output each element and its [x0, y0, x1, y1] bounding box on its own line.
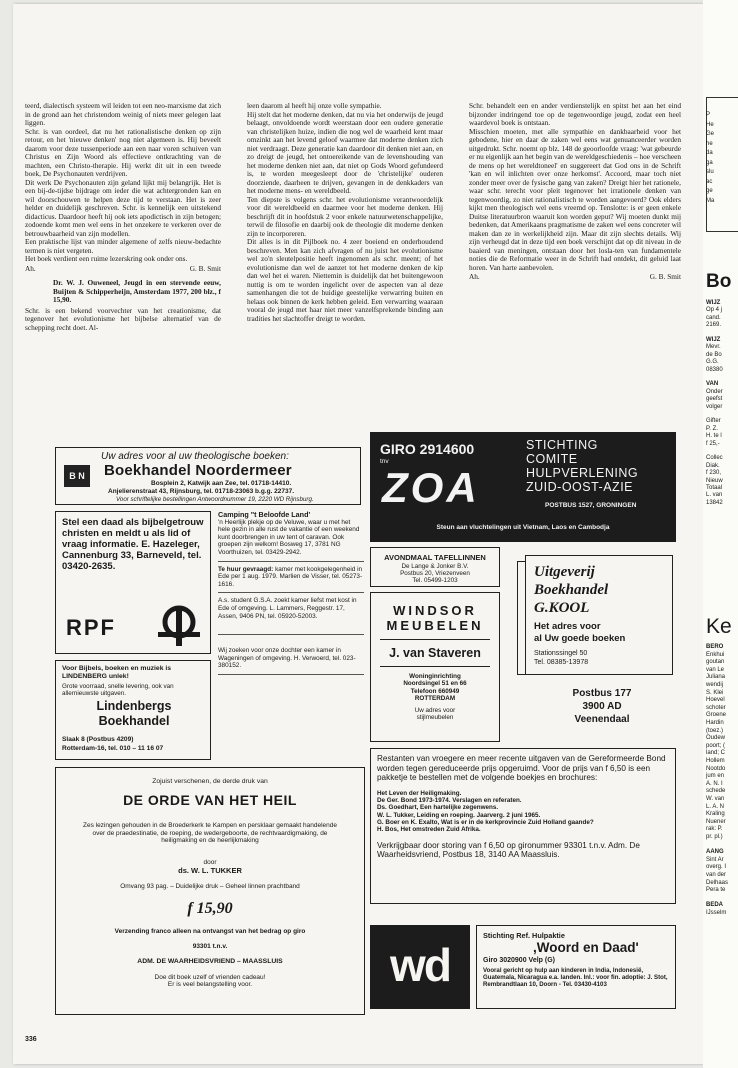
windsor-name: J. van Staveren [389, 646, 481, 660]
adjacent-text-line: Gifter [706, 418, 721, 425]
restanten-item: H. Bos, Het omstreden Zuid Afrika. [377, 826, 481, 834]
orde-gift: Er is veel belangstelling voor. [167, 980, 253, 988]
tafellinnen-line: Postbus 20, Vriezenveen [400, 570, 470, 578]
adjacent-text-line: WIJZ [706, 337, 721, 343]
lindenberg-name: Lindenbergs [96, 699, 172, 713]
woord-description: Vooral gericht op hulp aan kinderen in India, Indonesië, Guatemala, Nicaragua e.a. landen. Inl.: voor fin. adoptie: J. Stot, Rembrandtlaan 10, Doorn - Tel. 03430-4103 [483, 967, 668, 988]
adjacent-text-line: Sint Ar [706, 856, 724, 863]
adjacent-text-line: P [706, 112, 711, 118]
restanten-intro: Restanten van vroegere en meer recente uitgaven van de Gereformeerde Bond worden tegen gereduceerde prijs opgeruimd. Voor de prijs van f 6,50 is een pakketje te bestellen met de volgende boekjes en brochures: [377, 754, 666, 783]
tafellinnen-line: Tel. 05499-1203 [412, 577, 458, 585]
kool-title: Uitgeverij [534, 564, 595, 580]
adjacent-text-line: W. van [706, 796, 725, 802]
kool-postbus-line: 3900 AD [582, 701, 622, 712]
adjacent-text-line: goutan [706, 659, 725, 666]
adjacent-text-line: ac [706, 178, 713, 185]
ad-line: Bosplein 2, Katwijk aan Zee, tel. 01718-14410. [151, 480, 292, 487]
adjacent-text-line: geefst [706, 396, 723, 403]
book-review-heading: Dr. W. J. Ouweneel, Jeugd in een stervende eeuw, Buijten & Schipperheijn, Amsterdam 1977, 200 blz., f 15,90. [53, 278, 221, 304]
restanten-item: G. Boer en K. Exalto, Wat is er in de kerkprovincie Zuid Holland gaande? [377, 818, 594, 826]
orde-price: f 15,90 [187, 899, 233, 917]
kool-postbus-line: Veenendaal [574, 714, 630, 725]
adjacent-text-line: 08380 [706, 366, 723, 373]
paragraph: Dit werk De Psychonauten zijn geland lijkt mij belangrijk. Het is een bij-de-tijdse bijdrage om ieder die wat achtergronden kan en wil doorschouwen te helpen deze tijd te verstaan. Het is zeer helder en duidelijk geschreven. Schr. is kennelijk een uitstekend didacticus. Daardoor heeft hij ook iets apodictisch in zijn betogen; zodoende komt men wel eens in het onzekere te verkeren over de betrouwbaarheid van zijn modellen. [25, 177, 221, 238]
classified-student [218, 593, 364, 635]
adjacent-text-line: VAN [706, 381, 719, 388]
ad-windsor-meubelen [370, 592, 500, 742]
adjacent-text-line: Groene [706, 712, 727, 719]
adjacent-text-line: S. Klei [706, 689, 724, 696]
kool-tagline: Het adres voor [534, 621, 601, 632]
adjacent-text-line: Hollem [706, 758, 725, 764]
divider [380, 639, 490, 640]
adjacent-text-line: Hoevel [706, 697, 725, 704]
classified-title: Camping "t Beloofde Land' [218, 510, 311, 519]
ad-name: Boekhandel Noordermeer [104, 462, 292, 479]
adjacent-text-line: L. A. N [706, 803, 725, 810]
zoa-giro: GIRO 2914600 [380, 441, 475, 457]
adjacent-text-line: (toez.) [706, 727, 724, 734]
orde-door: door [203, 858, 217, 866]
classified-text: 'n Heerlijk plekje op de Veluwe, waar u met het hele gezin in alle rust de vakantie of een weekend kunt doorbrengen in uw tent of caravan. Ook groepen zijn welkom! Bosweg 17, 3781 NG Voorthuizen, tel. 03429-2942. [218, 518, 360, 556]
rpf-emblem-icon [156, 604, 202, 648]
restanten-list [377, 790, 669, 834]
zoa-line: HULPVERLENING [526, 466, 639, 480]
paragraph: Ten diepste is volgens schr. het evolutionisme verantwoordelijk voor dit wereldbeeld en daarmee voor het moderne denken. Hij beschrijft dit in hoofdstuk 2 voor enkele natuurwetenschappelijke, terwil de filosofie en daarbij ook de theologie dit moderne denken zijn te incorporeren. [247, 194, 443, 238]
adjacent-text-line: 2169. [706, 322, 722, 329]
page-number: 336 [25, 1036, 37, 1043]
classified-kamer [218, 635, 364, 675]
zoa-logo: ZOA [382, 464, 480, 511]
adjacent-text-line: de Bo [706, 351, 722, 358]
signature [25, 265, 221, 274]
woord-giro: Giro 3020900 Velp (G) [483, 957, 555, 964]
adjacent-text-line: Totaal [706, 485, 723, 491]
adjacent-heading: Ke [706, 615, 732, 638]
adjacent-text-line: volger [706, 403, 723, 410]
adjacent-text-line: L. van [706, 492, 723, 499]
adjacent-text-line: land; C [706, 750, 726, 757]
zoa-line: COMITE [526, 452, 578, 466]
review-column-2 [247, 102, 443, 323]
adjacent-text-line: Nuener [706, 818, 726, 825]
ad-line: Anjelierenstraat 43, Rijnsburg, tel. 01718-23063 b.g.g. 22737. [108, 488, 295, 495]
zoa-footer: Steun aan vluchtelingen uit Vietnam, Laos en Cambodja [436, 524, 610, 531]
adjacent-text-line: Nieuw [706, 477, 723, 484]
kool-postbus-line: Postbus 177 [572, 688, 632, 699]
adjacent-text-line: H. te l [706, 433, 722, 440]
zoa-postbus: POSTBUS 1527, GRONINGEN [545, 502, 637, 509]
kool-address: Stationssingel 50 [534, 650, 588, 657]
adjacent-text-line: van der [706, 872, 727, 878]
adjacent-text-line: rak: P. [706, 826, 723, 833]
kool-book-shape [525, 555, 673, 675]
ad-lindenberg [55, 660, 211, 760]
adjacent-text-line: van Le [706, 666, 725, 673]
paragraph: Misschien moeten, met alle sympathie en dankbaarheid voor het gebodene, hier en daar de zaken wel eens wat genuanceerder worden uitgedrukt. Schr. noemt op blz. 148 de geoorloofde vraag: 'wat gebeurde er nu eigenlijk aan het begin van de wereldgeschiedenis – hoe verscheen de mens op het wereldtoneel' en suggereert dat God ons in de Schrift 'kan en wil inlichten over onze herkomst'. Accoord, maar toch niet zonder meer over de fysische gang van zaken? Dreigt hier het rationele, waar schr. terecht voor pleit tegenover het irrationele denken van tegenwoordig, zo niet rationalistisch te worden aangevoerd? Ook elders kijkt men theologisch wel eens vreemd op. Tenslotte: is er geen enkele Duitse literatuurbron waaruit kon worden geput? Wij moeten dunkt mij bedenken, dat Amerikaans pragmatisme de zaken wel eens concreter wil maken dan ze in werkelijkheid zijn. Maar dit zijn slechts details. Wij zijn verheugd dat in deze tijd een boek verschijnt dat op dit niveau in de baaierd van meningen, ontstaan door het losla-ten van fundamentele noties die de Reformatie weer in de Schrift had ontdekt, dit geluid laat horen. Van harte aanbevolen. [469, 126, 681, 272]
windsor-line: stijlmeubelen [416, 714, 454, 722]
adjacent-text-line: Juliana [706, 674, 726, 681]
adjacent-text-line: ga [706, 159, 713, 166]
ad-rpf [55, 511, 211, 654]
adjacent-page-strip [703, 0, 738, 1068]
zoa-line: STICHTING [526, 438, 598, 452]
restanten-item: Het Leven der Heiligmaking. [377, 789, 462, 797]
ad-line: Voor schriftelijke bestellingen Antwoordnummer 19, 2220 WD Rijnsburg. [116, 496, 314, 503]
adjacent-text-line: 13842 [706, 499, 723, 506]
adjacent-text-line: slu [706, 169, 714, 175]
ad-tagline: Uw adres voor al uw theologische boeken: [101, 451, 289, 462]
classified-text: A.s. student G.S.A. zoekt kamer liefst met kost in Ede of omgeving. L. Lammers, Reggestr. 17, Assen, 9406 PN, tel. 05920-52003. [218, 597, 357, 620]
kool-tagline: al Uw goede boeken [534, 633, 626, 644]
adjacent-text-line: Pera te [706, 887, 726, 894]
woord-name: ,Woord en Daad' [533, 940, 639, 955]
adjacent-text-line: wendij [706, 682, 724, 688]
lindenberg-head: Voor Bijbels, boeken en muziek is LINDENBERG unlek! [62, 665, 172, 680]
ad-zoa [370, 432, 676, 542]
lindenberg-sub: Grote voorraad, snelle levering, ook van allernieuwste uitgaven. [62, 683, 174, 698]
ad-tafellinnen [370, 547, 500, 587]
classified-text: Wij zoeken voor onze dochter een kamer in Wageningen of omgeving. H. Verwoerd, tel. 023-380152. [218, 647, 356, 670]
tafellinnen-title: AVONDMAAL TAFELLINNEN [384, 553, 486, 562]
zoa-stichting [526, 438, 638, 494]
adjacent-heading: Bo [706, 271, 732, 292]
adjacent-text-line: A. N. I [706, 780, 723, 787]
adjacent-text-line: Hardin [706, 720, 724, 726]
paragraph: Schr. is een bekend voorvechter van het creationisme, dat tegenover het evolutionisme het bijbelse alternatief van de schepping recht doet. Al- [25, 305, 221, 332]
restanten-item: Ds. Goedhart, Een hartelijke zegenwens. [377, 804, 499, 812]
adjacent-text-line: jum en [706, 773, 725, 780]
adjacent-text-line: Ge [706, 131, 715, 137]
noordermeer-logo: B N [64, 465, 90, 487]
kool-phone: Tel. 08385-13978 [534, 659, 589, 666]
orde-shipping: Verzending franco alleen na ontvangst van het bedrag op giro [114, 927, 306, 935]
ad-uitgeverij-kool [507, 547, 675, 742]
adjacent-text-line: Op 4 j [706, 307, 723, 314]
paragraph: Hij stelt dat het moderne denken, dat nu via het onderwijs de jeugd belaagt, onvoldoende wordt weerstaan door een oudere generatie van christelijken huize, indien die nog wel de waarheid kent maar omzinkt aan het levend geloof waarmee dat moderne denken zich niet verdraagt. Deze generatie kan daardoor dit denken niet aan, en zo dreigt de jeugd, het ontoereikende van de levenshouding van het moderne denken niet aan, dat niet op Gods Woord gefundeerd is, te worden meegesleept door de 'christelijke' ouderen doorziende, daarheen te drijven, gevangen in de denkkaders van het moderne mens- en wereldbeeld. [247, 109, 443, 195]
windsor-title: MEUBELEN [386, 618, 484, 633]
orde-title: DE ORDE VAN HET HEIL [123, 792, 297, 808]
orde-intro: Zojuist verschenen, de derde druk van [152, 778, 268, 785]
orde-gift: Doe dit boek uzelf of vrienden cadeau! [154, 973, 266, 981]
paragraph: Schr. behandelt een en ander verdienstelijk en spitst het aan het eind bijzonder indringend toe op de tegenwoordige jeugd, zodat een heel waardevol boek is ontstaan. [469, 101, 681, 127]
ad-orde-van-het-heil [55, 767, 365, 1015]
magazine-page [13, 4, 703, 1064]
classified-title: Te huur gevraagd: [218, 565, 274, 573]
signature-author: G. B. Smit [649, 272, 681, 281]
restanten-item: De Ger. Bond 1973-1974. Verslagen en referaten. [377, 797, 522, 805]
classified-te-huur [218, 562, 364, 594]
signature-author: G. B. Smit [189, 263, 221, 273]
windsor-line: Woninginrichting [409, 673, 461, 680]
restanten-item: W. L. Tukker, Leiding en roeping. Jaarverg. 2 juni 1965. [377, 811, 541, 819]
adjacent-text-line: Kraling [706, 811, 725, 818]
ad-boekhandel-noordermeer [55, 447, 361, 505]
adjacent-text-line: He [706, 121, 714, 128]
ad-restanten-gereformeerde-bond [370, 748, 676, 904]
adjacent-text-line: WIJZ [706, 300, 721, 306]
adjacent-text-line: G.G. [706, 359, 719, 366]
classified-camping [218, 511, 364, 562]
woord-en-daad-logo: wd [370, 925, 470, 1009]
ad-woord-en-daad [370, 911, 676, 1015]
adjacent-text-line: schede [706, 788, 726, 795]
rpf-logo: RPF [66, 615, 116, 640]
adjacent-text-line: P. Z. [706, 425, 718, 432]
kool-title: G.KOOL [534, 600, 590, 616]
restanten-outro: Verkrijgbaar door storing van f 6,50 op gironummer 93301 t.n.v. Adm. De Waarheidsvriend, Postbus 18, 3140 AA Maassluis. [377, 840, 640, 860]
adjacent-text-line: Oudew [706, 735, 726, 742]
adjacent-text-line: Ma [706, 197, 715, 204]
adjacent-text-line: f 25,- [706, 440, 720, 447]
adjacent-text-line: overg. I [706, 864, 727, 871]
kool-title: Boekhandel [534, 582, 609, 598]
rpf-text: Stel een daad als bijbelgetrouw christen en meldt u als lid of vraag informatie. E. Hazeleger, Cannenburg 33, Barneveld, tel. 03420-2635. [62, 517, 204, 572]
orde-description: Zes lezingen gehouden in de Broederkerk te Kampen en persklaar gemaakt handelende over de praedestinatie, de roeping, de wedergeboorte, de rechtvaardigmaking, de heiligmaking en de heerlijkmaking [82, 822, 338, 844]
adjacent-text-line: BEDA [706, 902, 724, 909]
adjacent-text-line: schoter [706, 704, 726, 711]
windsor-title: WINDSOR [393, 603, 477, 618]
classifieds [218, 511, 364, 675]
adjacent-text-line: Onder [706, 388, 723, 395]
kool-book-spine [517, 561, 525, 675]
orde-publisher: ADM. DE WAARHEIDSVRIEND – MAASSLUIS [137, 957, 283, 965]
signature [469, 273, 681, 282]
adjacent-text-line: Enkhui [706, 651, 725, 658]
lindenberg-name: Boekhandel [98, 714, 170, 728]
adjacent-text-line: cand. [706, 314, 721, 321]
woord-org: Stichting Ref. Hulpaktie [483, 931, 565, 940]
paragraph: Dit alles is in dit Pijlboek no. 4 zeer boeiend en onderhoudend beschreven. Men kan zich afvragen of nu juist het evolutionisme wel zo'n sleutelpositie heeft ingenomen als schr. meent; of het evolutionisme dan wel de aanzet tot het moderne denken de kip dan wel het ei waren. Niettemin is duidelijk dat het buitengewoon nuttig is om te worden ingelicht over de aspecten van al deze samenhangen die tot de huidige geestelijke verwarring buiten en helaas ook binnen de kerk hebben geleid. Een verwarring waaraan vooral de jeugd met haar niet meer vanzelfsprekende binding aan tradities het slachtoffer dreigt te worden. [247, 237, 443, 323]
adjacent-text-line: f 230, [706, 470, 722, 477]
adjacent-text-line: Diak. [706, 462, 720, 469]
adjacent-text-line: Delhaas [706, 879, 729, 886]
signature-place: Ah. [25, 263, 36, 273]
paragraph: Een praktische lijst van minder algemene of zelfs nieuw-bedachte termen is niet vergeten. [25, 237, 221, 255]
lindenberg-address: Slaak 8 (Postbus 4209) [62, 736, 134, 743]
windsor-line: Telefoon 660949 [410, 687, 460, 695]
kool-postbus [537, 687, 667, 726]
windsor-line: ROTTERDAM [414, 694, 456, 702]
review-column-3 [469, 102, 681, 282]
paragraph: Schr. is van oordeel, dat nu het rationalistische denken op zijn retour, en het 'nieuwe denken' nog niet algemeen is. Hij beveelt daarom voor deze tussenperiode aan een naar voren schuiven van Christus en Zijn Woord als effectieve ontkrachting van de machten, een Christo-therapie. Hij werkt dit uit in een tweede boek, De Psychonauten verdrijven. [25, 126, 221, 178]
windsor-line: Noordsingel 51 en 66 [403, 680, 467, 688]
paragraph: Het boek verdient een ruime lezerskring ook onder ons. [25, 254, 188, 263]
adjacent-text-line: AANG [706, 849, 724, 856]
adjacent-text-line: IJsselm [706, 910, 727, 916]
signature-place: Ah. [469, 272, 480, 281]
adjacent-text-line: poort; ( [706, 742, 726, 749]
zoa-line: ZUID-OOST-AZIE [526, 480, 633, 494]
woord-en-daad-info [476, 925, 676, 1009]
windsor-line: Uw adres voor [414, 707, 456, 715]
adjacent-text-line: Nootdo [706, 765, 726, 772]
adjacent-text-line: ge [706, 188, 713, 194]
adjacent-text-line: pr. pl.) [706, 834, 723, 840]
orde-format: Omvang 93 pag. – Duidelijke druk – Geheel linnen prachtband [120, 882, 300, 890]
adjacent-text-line: Collec [706, 455, 723, 462]
orde-giro: 93301 t.n.v. [192, 942, 228, 950]
divider [380, 666, 490, 667]
paragraph: leen daarom al heeft hij onze volle sympathie. [247, 101, 382, 110]
adjacent-text-line: he [706, 140, 713, 147]
orde-author: ds. W. L. TUKKER [178, 865, 242, 875]
zoa-tnv: tnv [380, 458, 389, 465]
paragraph: teerd, dialectisch systeem wil leiden tot een neo-marxisme dat zich in de grond aan het christendom weinig of niets meer gelegen laat liggen. [25, 101, 221, 127]
adjacent-text-line: da [706, 150, 713, 156]
adjacent-text-line: BERO [706, 644, 724, 650]
adjacent-text-line: Mevr. [706, 344, 721, 351]
review-column-1 [25, 102, 221, 332]
tafellinnen-line: De Lange & Jonker B.V. [401, 563, 469, 570]
lindenberg-address: Rotterdam-16, tel. 010 – 11 16 07 [62, 745, 164, 752]
classified-text: kamer met kookgelegenheid in Ede per 1 aug. 1979. Marlien de Visser, tel. 05273-1616. [218, 565, 363, 588]
